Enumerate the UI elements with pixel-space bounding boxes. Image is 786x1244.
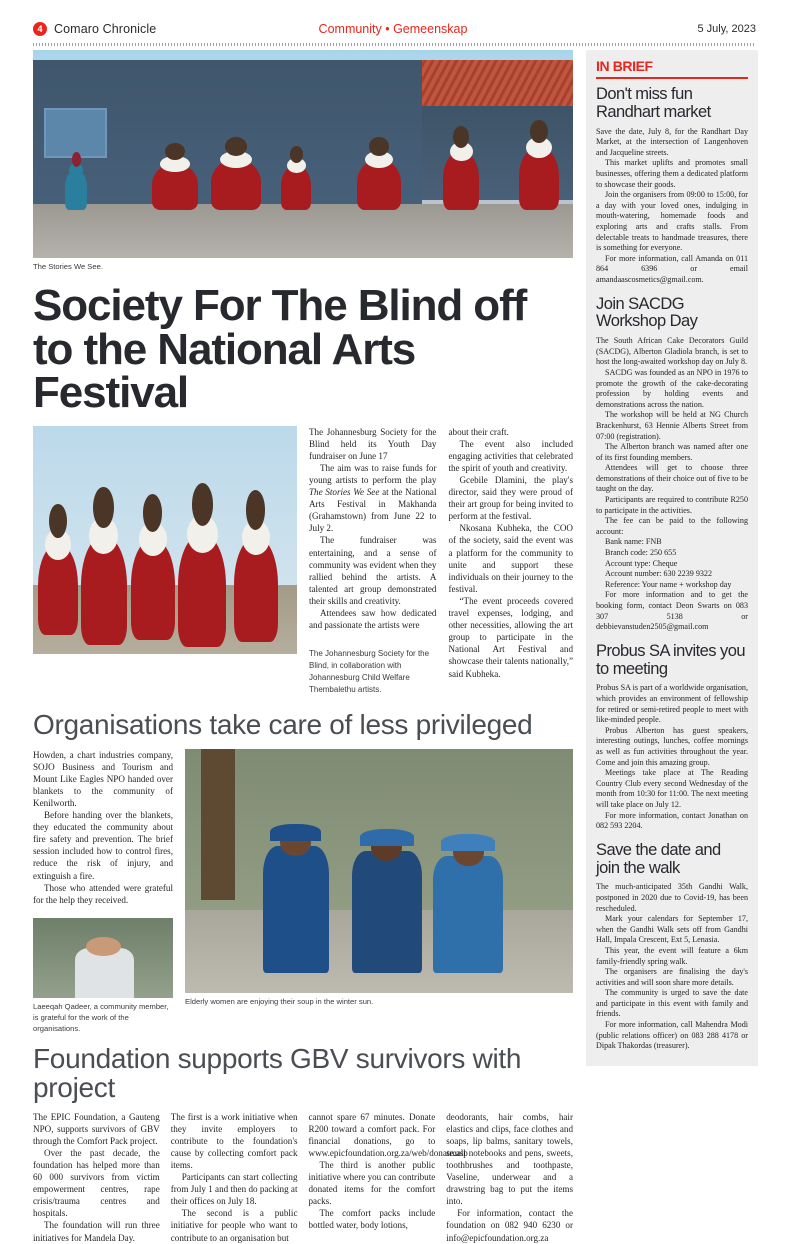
paragraph: For more information, call Amanda on 011 864 6396 or email amandaascosmetics@gmail.com. bbox=[596, 253, 748, 284]
sidebar-item-gandhi-walk bbox=[596, 842, 748, 1052]
figure-head bbox=[49, 504, 67, 538]
paragraph: cannot spare 67 minutes. Donate R200 toward a comfort pack. For financial donations, go to www.epicfoundation.org.za/web/donate.asp bbox=[308, 1111, 468, 1158]
sidebar-item-body bbox=[596, 336, 748, 633]
sidebar-item-sacdg-workshop bbox=[596, 296, 748, 633]
story3-headline: Foundation supports GBV survivors with project bbox=[33, 1042, 522, 1104]
photo-figure-headwrap bbox=[441, 834, 495, 851]
story3-column-2 bbox=[171, 1111, 298, 1244]
paragraph: The third is another public initiative where you can contribute donated items for the comfort packs. bbox=[308, 1160, 436, 1207]
paragraph: Mark your calendars for September 17, when the Gandhi Walk sets off from Gandhi Hall, Impala Crescent, Ext 5, Lenasia. bbox=[596, 914, 748, 945]
play-title: The Stories We See bbox=[308, 487, 380, 498]
photo-figure bbox=[211, 160, 261, 210]
paragraph: The foundation will run three initiatives for Mandela Day. bbox=[33, 1220, 160, 1243]
paragraph: The fundraiser was entertaining, and a sense of community was evident when they rallied behind the artists. A talented art group demonstrated their skills and creativity. bbox=[308, 535, 437, 606]
masthead bbox=[0, 22, 786, 48]
hero-photo bbox=[33, 50, 573, 258]
paragraph: about their craft. bbox=[448, 426, 509, 437]
paragraph: deodorants, hair combs, hair elastics and clips, face clothes and soaps, lip balms, sanitary towels, small notebooks and pens, sweets, toothbrushes and toothpaste, Vaseline, underwear and a drawstring bag to put the items into. bbox=[446, 1111, 573, 1207]
sidebar-item-randhart-market bbox=[596, 86, 748, 286]
in-brief-divider bbox=[596, 77, 748, 79]
paragraph: For more information, call Mahendra Modi (public relations officer) on 083 288 4178 or Dipak Thakordas (treasurer). bbox=[596, 1020, 748, 1051]
story2-headline: Organisations take care of less privileged bbox=[33, 709, 533, 741]
paragraph: The community is urged to save the date and participate in this event with family and friends. bbox=[596, 988, 748, 1019]
photo-roof bbox=[411, 60, 573, 106]
paragraph: The first is a work initiative when they invite employers to contribute to the foundation's cause by collecting comfort pack items. bbox=[170, 1111, 298, 1170]
paragraph: Over the past decade, the foundation has helped more than 60 000 survivors from victim empowerment centres, rape crisis/trauma centres and hospitals. bbox=[33, 1147, 160, 1219]
publication-logo-icon: 4 bbox=[33, 22, 47, 36]
sidebar-item-probus-sa bbox=[596, 643, 748, 832]
reference-line: Reference: Your name + workshop day bbox=[605, 579, 732, 589]
story2-column-1 bbox=[33, 749, 173, 906]
photo-figure-headwrap bbox=[360, 829, 414, 846]
figure-head bbox=[290, 146, 303, 163]
story1-headline: Society For The Blind off to the National Arts Festival bbox=[33, 281, 527, 418]
paragraph: The South African Cake Decorators Guild (SACDG), Alberton Gladiola branch, is set to host the long-awaited workshop day on July 8. bbox=[596, 336, 748, 367]
account-type-line: Account type: Cheque bbox=[605, 558, 678, 568]
paragraph: Those who attended were grateful for the help they received. bbox=[33, 882, 173, 905]
in-brief-sidebar bbox=[586, 50, 758, 1066]
paragraph: This year, the event will feature a 6km family-friendly spring walk. bbox=[596, 945, 748, 966]
story2-caption-right: Elderly women are enjoying their soup in the winter sun. bbox=[185, 996, 374, 1006]
figure-head bbox=[192, 483, 213, 526]
paragraph: Howden, a chart industries company, SOJO Business and Tourism and Mount Like Eagles NPO handed over blankets to the community of Kenilworth. bbox=[33, 749, 173, 808]
sidebar-item-body bbox=[596, 683, 748, 831]
sidebar-item-body bbox=[596, 127, 748, 286]
story3-column-4 bbox=[446, 1111, 573, 1244]
photo-window bbox=[44, 108, 107, 158]
photo-figure bbox=[178, 535, 226, 647]
branch-code-line: Branch code: 250 655 bbox=[605, 548, 677, 558]
photo-figure bbox=[357, 160, 401, 210]
paragraph: The Johannesburg Society for the Blind held its Youth Day fundraiser on June 17 bbox=[308, 426, 437, 461]
account-number-line: Account number: 630 2239 9322 bbox=[605, 569, 713, 579]
paragraph: The fee can be paid to the following account: bbox=[596, 516, 748, 536]
story2-portrait-photo bbox=[33, 918, 173, 998]
photo-figure bbox=[281, 166, 311, 210]
paragraph: The workshop will be held at NG Church Brackenhurst, 63 Hennie Alberts Street from 07:00 (registration). bbox=[596, 410, 748, 441]
paragraph: Meetings take place at The Reading Country Club every second Wednesday of the month from 10:30 for 11:00. The next meeting will take place on July 12. bbox=[596, 768, 748, 809]
main-content bbox=[33, 50, 573, 1244]
photo-ground bbox=[33, 204, 573, 258]
paragraph: This market uplifts and promotes small businesses, offering them a dedicated platform to showcase their goods. bbox=[596, 158, 748, 189]
story2-main-photo bbox=[185, 749, 573, 993]
figure-head bbox=[72, 152, 82, 167]
figure-head bbox=[369, 137, 388, 156]
paragraph: Probus SA is part of a worldwide organisation, which provides an environment of fellowship for retired or semi-retired people to meet with like-minded people. bbox=[596, 683, 748, 725]
hero-photo-caption: The Stories We See. bbox=[33, 262, 103, 271]
photo-figure bbox=[152, 164, 198, 210]
photo-figure bbox=[38, 545, 78, 635]
photo-tree-trunk bbox=[201, 749, 236, 900]
photo-seated-figure bbox=[352, 851, 422, 973]
paragraph: The much-anticipated 35th Gandhi Walk, postponed in 2020 due to Covid-19, has been rescheduled. bbox=[596, 882, 748, 913]
bank-name-line: Bank name: FNB bbox=[605, 537, 662, 547]
photo-seated-figure bbox=[263, 846, 329, 973]
photo-figure bbox=[81, 537, 127, 645]
paragraph: Join the organisers from 09:00 to 15:00, for a day with your loved ones, indulging in mouth-watering, homemade foods and exploring arts and crafts stalls. From delectable treats to handmade treasures, there is something for everyone. bbox=[596, 190, 748, 253]
paragraph: Probus Alberton has guest speakers, interesting outings, lunches, coffee mornings as well as fun activities throughout the year. Come and join this amazing group. bbox=[596, 725, 748, 767]
paragraph: The aim was to raise funds for young artists to perform the play The Stories We See at the National Arts Festival in Makhanda (Grahamstown) from June 22 to July 2. bbox=[308, 462, 437, 534]
issue-date: 5 July, 2023 bbox=[697, 23, 756, 35]
paragraph: The EPIC Foundation, a Gauteng NPO, supports survivors of GBV through the Comfort Pack project. bbox=[33, 1111, 160, 1146]
paragraph: Participants are required to contribute R250 to participate in the activities. bbox=[596, 495, 748, 515]
story1-photo-caption: The Johannesburg Society for the Blind, in collaboration with Johannesburg Child Welfare Thembalethu artists. bbox=[308, 649, 430, 695]
sidebar-item-heading: Probus SA invites you to meeting bbox=[596, 641, 745, 678]
story1-secondary-photo bbox=[33, 426, 297, 654]
sidebar-item-body bbox=[596, 882, 748, 1052]
paragraph: The organisers are finalising the day's activities and will soon share more details. bbox=[596, 967, 748, 987]
sidebar-item-heading: Save the date and join the walk bbox=[596, 840, 721, 877]
photo-figure bbox=[443, 152, 479, 210]
paragraph: The Alberton branch was named after one of its first founding members. bbox=[596, 442, 748, 462]
photo-figure-headwrap bbox=[270, 824, 320, 841]
publication-name: Comaro Chronicle bbox=[54, 22, 157, 36]
photo-figure bbox=[131, 540, 175, 640]
paragraph: Attendees saw how dedicated and passionate the artists were bbox=[308, 608, 437, 631]
figure-head bbox=[453, 126, 469, 148]
paragraph: Nkosana Kubheka, the COO of the society, said the event was a platform for the community to unite and support these individuals on their journey to the festival. bbox=[448, 523, 573, 594]
section-label: Community • Gemeenskap bbox=[318, 22, 468, 36]
figure-head bbox=[93, 487, 113, 528]
paragraph: For information, contact the foundation on 082 940 6230 or info@epicfoundation.org.za bbox=[446, 1208, 573, 1243]
story3-column-1 bbox=[33, 1111, 160, 1244]
paragraph: For more information and to get the booking form, contact Deon Swarts on 083 307 5138 or debbievanstuden2505@gmail.com bbox=[596, 590, 748, 632]
paragraph: SACDG was founded as an NPO in 1976 to promote the growth of the cake-decorating profession by holding events and demonstrations across the nation. bbox=[596, 367, 748, 409]
in-brief-kicker: IN BRIEF bbox=[596, 58, 653, 74]
sidebar-item-heading: Don't miss fun Randhart market bbox=[596, 85, 711, 121]
paragraph: Attendees will get to choose three demonstrations of their choice out of five to be taught on the day. bbox=[596, 463, 748, 494]
photo-seated-figure bbox=[433, 856, 503, 973]
masthead-divider bbox=[33, 43, 756, 46]
photo-figure bbox=[519, 148, 559, 210]
paragraph: Before handing over the blankets, they educated the community about fire safety and prevention. The brief session included how to control fires, reduce the risk of injury, and extinguish a fire. bbox=[33, 810, 173, 881]
story3-column-3 bbox=[308, 1111, 468, 1244]
paragraph: Participants can start collecting from July 1 and then do packing at their offices on July 18. bbox=[170, 1172, 298, 1207]
sidebar-item-heading: Join SACDG Workshop Day bbox=[596, 294, 698, 331]
photo-figure bbox=[234, 538, 278, 642]
story2-caption-left: Laeeqah Qadeer, a community member, is grateful for the work of the organisations. bbox=[33, 1001, 169, 1033]
paragraph: Save the date, July 8, for the Randhart Day Market, at the intersection of Langenhoven and Jacqueline streets. bbox=[596, 126, 748, 157]
figure-head bbox=[530, 120, 548, 144]
story1-column-2 bbox=[448, 426, 573, 680]
story1-column-1 bbox=[309, 426, 437, 632]
paragraph: For more information, contact Jonathan on 082 593 2204. bbox=[596, 810, 748, 831]
paragraph: Gcebile Dlamini, the play's director, said they were proud of their art group for being invited to perform at the festival. bbox=[448, 475, 573, 522]
paragraph: The comfort packs include bottled water, body lotions, bbox=[308, 1208, 436, 1231]
paragraph: “The event proceeds covered travel expenses, lodging, and other necessities, allowing the art group to participate in the National Art Festival and showcase their talents nationally,” said Kubheka. bbox=[448, 595, 573, 679]
photo-figure bbox=[65, 170, 87, 210]
paragraph: The event also included engaging activities that celebrated the spirit of youth and creativity. bbox=[448, 438, 573, 473]
paragraph: The second is a public initiative for people who want to contribute to an organisation but bbox=[170, 1208, 298, 1243]
